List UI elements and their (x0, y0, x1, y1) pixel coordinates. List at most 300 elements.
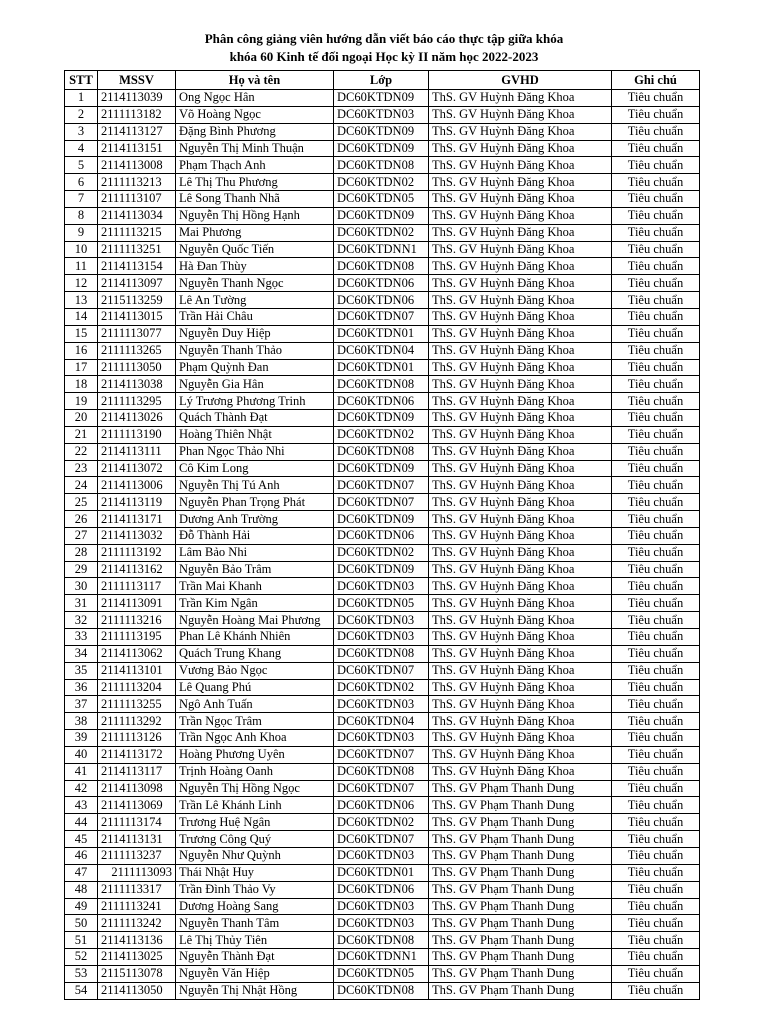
cell-ho-va-ten: Hà Đan Thùy (176, 258, 334, 275)
cell-lop: DC60KTDN09 (334, 511, 429, 528)
cell-ho-va-ten: Nguyễn Văn Hiệp (176, 965, 334, 982)
cell-mssv: 2111113265 (98, 342, 176, 359)
cell-stt: 48 (65, 881, 98, 898)
cell-gvhd: ThS. GV Huỳnh Đăng Khoa (429, 763, 612, 780)
cell-stt: 41 (65, 763, 98, 780)
cell-ghi-chu: Tiêu chuẩn (612, 527, 700, 544)
cell-ho-va-ten: Nguyễn Bảo Trâm (176, 561, 334, 578)
cell-gvhd: ThS. GV Huỳnh Đăng Khoa (429, 157, 612, 174)
cell-ghi-chu: Tiêu chuẩn (612, 881, 700, 898)
cell-lop: DC60KTDN09 (334, 123, 429, 140)
document-subtitle: khóa 60 Kinh tế đối ngoại Học kỳ II năm học 2022-2023 (229, 49, 539, 64)
cell-ghi-chu: Tiêu chuẩn (612, 730, 700, 747)
cell-ho-va-ten: Lê Thị Thủy Tiên (176, 932, 334, 949)
cell-ho-va-ten: Dương Anh Trường (176, 511, 334, 528)
cell-mssv: 2111113050 (98, 359, 176, 376)
cell-stt: 25 (65, 494, 98, 511)
table-row (65, 410, 700, 427)
assignment-table (64, 70, 700, 1000)
cell-ho-va-ten: Trần Ngọc Anh Khoa (176, 730, 334, 747)
cell-lop: DC60KTDN04 (334, 713, 429, 730)
cell-stt: 38 (65, 713, 98, 730)
cell-lop: DC60KTDN03 (334, 898, 429, 915)
cell-ho-va-ten: Nguyễn Thị Tú Anh (176, 477, 334, 494)
table-row (65, 191, 700, 208)
cell-stt: 21 (65, 426, 98, 443)
cell-ghi-chu: Tiêu chuẩn (612, 629, 700, 646)
cell-ghi-chu: Tiêu chuẩn (612, 426, 700, 443)
cell-lop: DC60KTDN09 (334, 140, 429, 157)
cell-stt: 37 (65, 696, 98, 713)
cell-ho-va-ten: Nguyễn Thanh Tâm (176, 915, 334, 932)
cell-lop: DC60KTDN08 (334, 376, 429, 393)
cell-lop: DC60KTDN01 (334, 359, 429, 376)
table-row (65, 864, 700, 881)
cell-mssv: 2111113215 (98, 224, 176, 241)
table-row (65, 595, 700, 612)
table-row (65, 494, 700, 511)
cell-stt: 53 (65, 965, 98, 982)
cell-ghi-chu: Tiêu chuẩn (612, 544, 700, 561)
cell-ghi-chu: Tiêu chuẩn (612, 814, 700, 831)
cell-ghi-chu: Tiêu chuẩn (612, 746, 700, 763)
cell-lop: DC60KTDN06 (334, 797, 429, 814)
cell-stt: 28 (65, 544, 98, 561)
cell-ghi-chu: Tiêu chuẩn (612, 898, 700, 915)
cell-ho-va-ten: Nguyễn Thị Minh Thuận (176, 140, 334, 157)
cell-ghi-chu: Tiêu chuẩn (612, 797, 700, 814)
cell-gvhd: ThS. GV Phạm Thanh Dung (429, 982, 612, 999)
cell-ho-va-ten: Trần Hải Châu (176, 308, 334, 325)
cell-lop: DC60KTDN07 (334, 494, 429, 511)
cell-lop: DC60KTDN03 (334, 696, 429, 713)
cell-stt: 20 (65, 410, 98, 427)
cell-gvhd: ThS. GV Huỳnh Đăng Khoa (429, 578, 612, 595)
cell-lop: DC60KTDN03 (334, 578, 429, 595)
cell-mssv: 2111113190 (98, 426, 176, 443)
cell-stt: 29 (65, 561, 98, 578)
cell-ghi-chu: Tiêu chuẩn (612, 241, 700, 258)
header-mssv: MSSV (98, 71, 176, 90)
cell-lop: DC60KTDN02 (334, 544, 429, 561)
cell-gvhd: ThS. GV Huỳnh Đăng Khoa (429, 679, 612, 696)
cell-ho-va-ten: Trương Công Quý (176, 831, 334, 848)
cell-ghi-chu: Tiêu chuẩn (612, 847, 700, 864)
cell-mssv: 2114113172 (98, 746, 176, 763)
cell-gvhd: ThS. GV Huỳnh Đăng Khoa (429, 342, 612, 359)
cell-stt: 7 (65, 191, 98, 208)
cell-mssv: 2114113038 (98, 376, 176, 393)
cell-stt: 19 (65, 393, 98, 410)
cell-mssv: 2114113171 (98, 511, 176, 528)
cell-mssv: 2111113077 (98, 325, 176, 342)
cell-lop: DC60KTDN01 (334, 325, 429, 342)
cell-ho-va-ten: Vương Bảo Ngọc (176, 662, 334, 679)
cell-mssv: 2111113117 (98, 578, 176, 595)
cell-mssv: 2111113107 (98, 191, 176, 208)
cell-gvhd: ThS. GV Huỳnh Đăng Khoa (429, 393, 612, 410)
cell-stt: 22 (65, 443, 98, 460)
cell-mssv: 2114113131 (98, 831, 176, 848)
cell-lop: DC60KTDN03 (334, 730, 429, 747)
cell-mssv: 2111113093 (98, 864, 176, 881)
cell-mssv: 2111113216 (98, 612, 176, 629)
cell-mssv: 2114113162 (98, 561, 176, 578)
cell-lop: DC60KTDN09 (334, 561, 429, 578)
cell-lop: DC60KTDN07 (334, 662, 429, 679)
cell-ghi-chu: Tiêu chuẩn (612, 376, 700, 393)
cell-lop: DC60KTDN07 (334, 831, 429, 848)
table-row (65, 578, 700, 595)
cell-mssv: 2114113101 (98, 662, 176, 679)
cell-ghi-chu: Tiêu chuẩn (612, 662, 700, 679)
table-row (65, 460, 700, 477)
cell-lop: DC60KTDN06 (334, 393, 429, 410)
cell-lop: DC60KTDN09 (334, 90, 429, 107)
cell-gvhd: ThS. GV Phạm Thanh Dung (429, 831, 612, 848)
cell-stt: 24 (65, 477, 98, 494)
table-row (65, 746, 700, 763)
cell-stt: 33 (65, 629, 98, 646)
cell-mssv: 2114113025 (98, 949, 176, 966)
cell-mssv: 2114113119 (98, 494, 176, 511)
cell-lop: DC60KTDN05 (334, 965, 429, 982)
cell-ho-va-ten: Nguyễn Gia Hân (176, 376, 334, 393)
cell-stt: 27 (65, 527, 98, 544)
cell-ho-va-ten: Dương Hoàng Sang (176, 898, 334, 915)
cell-gvhd: ThS. GV Phạm Thanh Dung (429, 780, 612, 797)
cell-stt: 12 (65, 275, 98, 292)
cell-stt: 46 (65, 847, 98, 864)
cell-ho-va-ten: Nguyễn Quốc Tiến (176, 241, 334, 258)
cell-gvhd: ThS. GV Phạm Thanh Dung (429, 932, 612, 949)
cell-lop: DC60KTDN02 (334, 679, 429, 696)
table-row (65, 241, 700, 258)
table-row (65, 696, 700, 713)
cell-lop: DC60KTDN05 (334, 191, 429, 208)
cell-stt: 18 (65, 376, 98, 393)
cell-gvhd: ThS. GV Huỳnh Đăng Khoa (429, 443, 612, 460)
cell-ghi-chu: Tiêu chuẩn (612, 410, 700, 427)
table-body (65, 90, 700, 1000)
table-row (65, 157, 700, 174)
table-row (65, 932, 700, 949)
cell-gvhd: ThS. GV Huỳnh Đăng Khoa (429, 140, 612, 157)
cell-stt: 47 (65, 864, 98, 881)
cell-mssv: 2111113241 (98, 898, 176, 915)
table-row (65, 730, 700, 747)
table-row (65, 224, 700, 241)
cell-gvhd: ThS. GV Phạm Thanh Dung (429, 881, 612, 898)
table-row (65, 258, 700, 275)
cell-gvhd: ThS. GV Huỳnh Đăng Khoa (429, 746, 612, 763)
cell-ho-va-ten: Nguyễn Thị Nhật Hồng (176, 982, 334, 999)
cell-mssv: 2114113015 (98, 308, 176, 325)
cell-ho-va-ten: Mai Phương (176, 224, 334, 241)
cell-gvhd: ThS. GV Huỳnh Đăng Khoa (429, 123, 612, 140)
header-gvhd: GVHD (429, 71, 612, 90)
cell-ho-va-ten: Trần Kim Ngân (176, 595, 334, 612)
cell-ghi-chu: Tiêu chuẩn (612, 140, 700, 157)
cell-stt: 17 (65, 359, 98, 376)
table-row (65, 847, 700, 864)
cell-ghi-chu: Tiêu chuẩn (612, 443, 700, 460)
cell-ho-va-ten: Ong Ngọc Hân (176, 90, 334, 107)
cell-stt: 3 (65, 123, 98, 140)
cell-lop: DC60KTDN06 (334, 275, 429, 292)
cell-stt: 11 (65, 258, 98, 275)
cell-lop: DC60KTDN07 (334, 477, 429, 494)
cell-lop: DC60KTDN08 (334, 157, 429, 174)
cell-lop: DC60KTDN02 (334, 814, 429, 831)
cell-gvhd: ThS. GV Huỳnh Đăng Khoa (429, 106, 612, 123)
cell-ghi-chu: Tiêu chuẩn (612, 511, 700, 528)
cell-stt: 34 (65, 645, 98, 662)
cell-stt: 44 (65, 814, 98, 831)
cell-mssv: 2114113006 (98, 477, 176, 494)
cell-gvhd: ThS. GV Huỳnh Đăng Khoa (429, 595, 612, 612)
cell-ho-va-ten: Thái Nhật Huy (176, 864, 334, 881)
table-row (65, 325, 700, 342)
cell-gvhd: ThS. GV Phạm Thanh Dung (429, 864, 612, 881)
cell-lop: DC60KTDN03 (334, 629, 429, 646)
cell-gvhd: ThS. GV Huỳnh Đăng Khoa (429, 730, 612, 747)
table-row (65, 342, 700, 359)
cell-gvhd: ThS. GV Huỳnh Đăng Khoa (429, 629, 612, 646)
cell-gvhd: ThS. GV Huỳnh Đăng Khoa (429, 258, 612, 275)
cell-stt: 13 (65, 292, 98, 309)
cell-mssv: 2114113072 (98, 460, 176, 477)
cell-ho-va-ten: Phạm Quỳnh Đan (176, 359, 334, 376)
cell-ghi-chu: Tiêu chuẩn (612, 713, 700, 730)
cell-gvhd: ThS. GV Phạm Thanh Dung (429, 965, 612, 982)
table-row (65, 275, 700, 292)
table-row (65, 106, 700, 123)
header-ho-va-ten: Họ và tên (176, 71, 334, 90)
cell-mssv: 2115113078 (98, 965, 176, 982)
table-row (65, 292, 700, 309)
table-row (65, 527, 700, 544)
cell-stt: 35 (65, 662, 98, 679)
cell-mssv: 2114113039 (98, 90, 176, 107)
cell-mssv: 2114113117 (98, 763, 176, 780)
cell-ghi-chu: Tiêu chuẩn (612, 645, 700, 662)
cell-gvhd: ThS. GV Phạm Thanh Dung (429, 915, 612, 932)
cell-ho-va-ten: Phan Ngọc Thảo Nhi (176, 443, 334, 460)
cell-stt: 52 (65, 949, 98, 966)
cell-gvhd: ThS. GV Phạm Thanh Dung (429, 814, 612, 831)
cell-ho-va-ten: Lê An Tường (176, 292, 334, 309)
cell-gvhd: ThS. GV Huỳnh Đăng Khoa (429, 224, 612, 241)
cell-lop: DC60KTDN08 (334, 645, 429, 662)
cell-ho-va-ten: Trần Mai Khanh (176, 578, 334, 595)
cell-lop: DC60KTDN03 (334, 612, 429, 629)
cell-stt: 9 (65, 224, 98, 241)
cell-stt: 4 (65, 140, 98, 157)
cell-mssv: 2114113050 (98, 982, 176, 999)
cell-mssv: 2114113069 (98, 797, 176, 814)
cell-ho-va-ten: Trương Huệ Ngân (176, 814, 334, 831)
cell-mssv: 2114113032 (98, 527, 176, 544)
cell-lop: DC60KTDN01 (334, 864, 429, 881)
table-row (65, 679, 700, 696)
table-row (65, 612, 700, 629)
cell-ghi-chu: Tiêu chuẩn (612, 224, 700, 241)
table-row (65, 308, 700, 325)
cell-ghi-chu: Tiêu chuẩn (612, 612, 700, 629)
cell-ho-va-ten: Đỗ Thành Hải (176, 527, 334, 544)
cell-ho-va-ten: Nguyễn Như Quỳnh (176, 847, 334, 864)
cell-lop: DC60KTDNN1 (334, 241, 429, 258)
cell-lop: DC60KTDN05 (334, 595, 429, 612)
cell-gvhd: ThS. GV Huỳnh Đăng Khoa (429, 241, 612, 258)
cell-gvhd: ThS. GV Huỳnh Đăng Khoa (429, 494, 612, 511)
cell-ho-va-ten: Trần Ngọc Trâm (176, 713, 334, 730)
cell-mssv: 2111113251 (98, 241, 176, 258)
table-row (65, 393, 700, 410)
cell-mssv: 2114113151 (98, 140, 176, 157)
table-row (65, 763, 700, 780)
cell-ho-va-ten: Phan Lê Khánh Nhiên (176, 629, 334, 646)
cell-ghi-chu: Tiêu chuẩn (612, 106, 700, 123)
cell-gvhd: ThS. GV Phạm Thanh Dung (429, 898, 612, 915)
cell-lop: DC60KTDN09 (334, 460, 429, 477)
header-lop: Lớp (334, 71, 429, 90)
cell-mssv: 2111113292 (98, 713, 176, 730)
cell-mssv: 2111113255 (98, 696, 176, 713)
cell-mssv: 2111113204 (98, 679, 176, 696)
cell-ho-va-ten: Lâm Bảo Nhi (176, 544, 334, 561)
cell-ghi-chu: Tiêu chuẩn (612, 982, 700, 999)
cell-mssv: 2111113195 (98, 629, 176, 646)
cell-gvhd: ThS. GV Phạm Thanh Dung (429, 949, 612, 966)
cell-lop: DC60KTDN06 (334, 881, 429, 898)
cell-mssv: 2114113091 (98, 595, 176, 612)
table-row (65, 477, 700, 494)
cell-stt: 43 (65, 797, 98, 814)
table-row (65, 426, 700, 443)
cell-ghi-chu: Tiêu chuẩn (612, 275, 700, 292)
table-row (65, 174, 700, 191)
cell-ghi-chu: Tiêu chuẩn (612, 915, 700, 932)
cell-ho-va-ten: Quách Trung Khang (176, 645, 334, 662)
table-row (65, 359, 700, 376)
cell-ho-va-ten: Nguyễn Phan Trọng Phát (176, 494, 334, 511)
cell-mssv: 2111113242 (98, 915, 176, 932)
cell-mssv: 2114113098 (98, 780, 176, 797)
cell-ghi-chu: Tiêu chuẩn (612, 965, 700, 982)
cell-mssv: 2114113026 (98, 410, 176, 427)
cell-gvhd: ThS. GV Huỳnh Đăng Khoa (429, 174, 612, 191)
table-row (65, 982, 700, 999)
cell-gvhd: ThS. GV Huỳnh Đăng Khoa (429, 292, 612, 309)
cell-ho-va-ten: Lê Thị Thu Phương (176, 174, 334, 191)
cell-lop: DC60KTDN07 (334, 780, 429, 797)
table-header-row (65, 71, 700, 90)
cell-mssv: 2114113097 (98, 275, 176, 292)
cell-lop: DC60KTDN06 (334, 292, 429, 309)
cell-ghi-chu: Tiêu chuẩn (612, 763, 700, 780)
table-row (65, 949, 700, 966)
cell-ghi-chu: Tiêu chuẩn (612, 258, 700, 275)
cell-stt: 16 (65, 342, 98, 359)
cell-gvhd: ThS. GV Huỳnh Đăng Khoa (429, 460, 612, 477)
cell-mssv: 2111113295 (98, 393, 176, 410)
cell-stt: 32 (65, 612, 98, 629)
cell-gvhd: ThS. GV Huỳnh Đăng Khoa (429, 527, 612, 544)
cell-ghi-chu: Tiêu chuẩn (612, 308, 700, 325)
cell-lop: DC60KTDNN1 (334, 949, 429, 966)
cell-ghi-chu: Tiêu chuẩn (612, 561, 700, 578)
cell-mssv: 2111113126 (98, 730, 176, 747)
cell-ghi-chu: Tiêu chuẩn (612, 393, 700, 410)
cell-mssv: 2114113136 (98, 932, 176, 949)
cell-lop: DC60KTDN03 (334, 847, 429, 864)
cell-gvhd: ThS. GV Huỳnh Đăng Khoa (429, 561, 612, 578)
cell-ho-va-ten: Nguyễn Duy Hiệp (176, 325, 334, 342)
cell-stt: 45 (65, 831, 98, 848)
cell-gvhd: ThS. GV Huỳnh Đăng Khoa (429, 612, 612, 629)
cell-ho-va-ten: Lê Quang Phú (176, 679, 334, 696)
cell-gvhd: ThS. GV Huỳnh Đăng Khoa (429, 645, 612, 662)
table-row (65, 443, 700, 460)
cell-ghi-chu: Tiêu chuẩn (612, 949, 700, 966)
cell-lop: DC60KTDN09 (334, 410, 429, 427)
cell-mssv: 2111113237 (98, 847, 176, 864)
table-row (65, 140, 700, 157)
table-row (65, 90, 700, 107)
cell-mssv: 2111113174 (98, 814, 176, 831)
cell-mssv: 2111113192 (98, 544, 176, 561)
cell-ghi-chu: Tiêu chuẩn (612, 831, 700, 848)
cell-gvhd: ThS. GV Huỳnh Đăng Khoa (429, 275, 612, 292)
table-row (65, 814, 700, 831)
cell-ghi-chu: Tiêu chuẩn (612, 460, 700, 477)
cell-gvhd: ThS. GV Phạm Thanh Dung (429, 797, 612, 814)
table-row (65, 544, 700, 561)
cell-ghi-chu: Tiêu chuẩn (612, 864, 700, 881)
cell-ho-va-ten: Hoàng Thiên Nhật (176, 426, 334, 443)
cell-ho-va-ten: Võ Hoàng Ngọc (176, 106, 334, 123)
table-row (65, 713, 700, 730)
cell-gvhd: ThS. GV Huỳnh Đăng Khoa (429, 477, 612, 494)
cell-ho-va-ten: Quách Thành Đạt (176, 410, 334, 427)
cell-stt: 49 (65, 898, 98, 915)
cell-stt: 15 (65, 325, 98, 342)
cell-ghi-chu: Tiêu chuẩn (612, 477, 700, 494)
cell-ghi-chu: Tiêu chuẩn (612, 595, 700, 612)
cell-ghi-chu: Tiêu chuẩn (612, 90, 700, 107)
cell-ho-va-ten: Lê Song Thanh Nhã (176, 191, 334, 208)
table-row (65, 662, 700, 679)
cell-ghi-chu: Tiêu chuẩn (612, 191, 700, 208)
cell-lop: DC60KTDN07 (334, 746, 429, 763)
cell-ghi-chu: Tiêu chuẩn (612, 342, 700, 359)
cell-gvhd: ThS. GV Huỳnh Đăng Khoa (429, 544, 612, 561)
cell-lop: DC60KTDN03 (334, 106, 429, 123)
cell-mssv: 2114113062 (98, 645, 176, 662)
table-row (65, 780, 700, 797)
cell-mssv: 2111113213 (98, 174, 176, 191)
header-ghi-chu: Ghi chú (612, 71, 700, 90)
table-row (65, 511, 700, 528)
cell-ghi-chu: Tiêu chuẩn (612, 679, 700, 696)
cell-mssv: 2115113259 (98, 292, 176, 309)
cell-stt: 42 (65, 780, 98, 797)
cell-ghi-chu: Tiêu chuẩn (612, 292, 700, 309)
cell-stt: 5 (65, 157, 98, 174)
table-row (65, 831, 700, 848)
